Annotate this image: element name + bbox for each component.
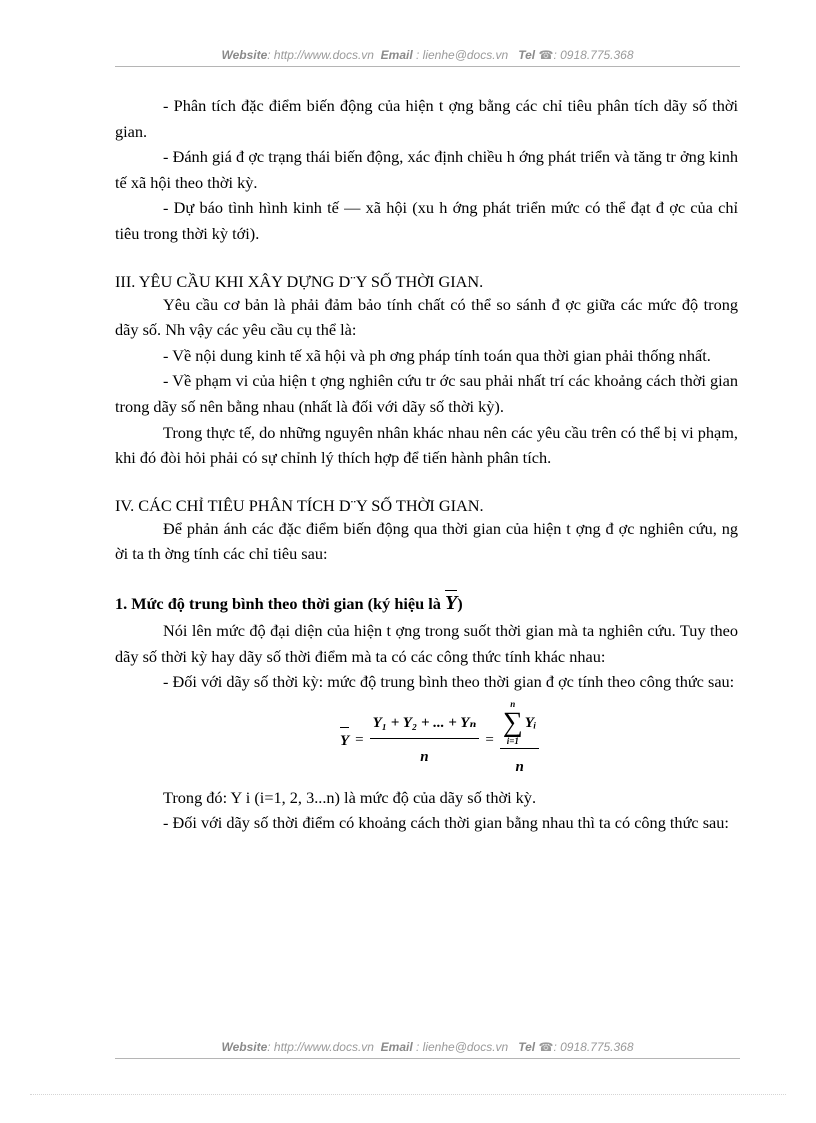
footer-tel-value: : 0918.775.368 [553, 1040, 634, 1054]
paragraph: - Phân tích đặc điểm biến động của hiện t ợng bằng các chỉ tiêu phân tích dãy số thời gian. [115, 96, 738, 141]
footer-tel-label: Tel [518, 1040, 536, 1054]
header-tel-label: Tel [518, 48, 536, 62]
footer-website-label: Website [221, 1040, 268, 1054]
formula-equals: = [355, 731, 364, 748]
paragraph: - Dự báo tình hình kinh tế — xã hội (xu h ớng phát triển mức có thể đạt đ ợc của chỉ tiêu trong thời kỳ tới). [115, 198, 738, 243]
paragraph: Để phản ánh các đặc điểm biến động qua thời gian của hiện t ợng đ ợc nghiên cứu, ng ời ta th ờng tính các chỉ tiêu sau: [115, 518, 738, 564]
footer-email-label: Email [380, 1040, 413, 1054]
formula-fraction-2 [500, 700, 540, 781]
page-bottom-dotted-border [30, 1094, 786, 1095]
footer-website-value[interactable]: : http://www.docs.vn [267, 1040, 374, 1054]
paragraph: - Đánh giá đ ợc trạng thái biến động, xác định chiều h ớng phát triển và tăng tr ởng kinh tế xã hội theo thời kỳ. [115, 147, 738, 192]
paragraph: Nói lên mức độ đại diện của hiện t ợng trong suốt thời gian mà ta nghiên cứu. Tuy theo dãy số thời kỳ hay dãy số thời điểm mà ta có các công thức tính khác nhau: [115, 620, 738, 666]
mean-formula [340, 699, 738, 777]
phone-icon: ☎ [538, 48, 554, 62]
header-divider [115, 66, 740, 67]
sum-lower-limit: i=1 [506, 736, 519, 747]
paragraph: - Về nội dung kinh tế xã hội và ph ơng pháp tính toán qua thời gian phải thống nhất. [163, 345, 711, 365]
y-bar-symbol: Y [445, 591, 458, 614]
fraction-1-denominator: n [420, 749, 429, 766]
formula-equals: = [485, 731, 494, 748]
fraction-2-denominator: n [515, 759, 524, 776]
footer-divider [115, 1058, 740, 1059]
paragraph: Trong đó: Y i (i=1, 2, 3...n) là mức độ của dãy số thời kỳ. [163, 787, 537, 807]
subsection-close: ) [457, 593, 463, 613]
subsection-title: 1. Mức độ trung bình theo thời gian (ký hiệu là [115, 593, 441, 613]
paragraph: - Về phạm vi của hiện t ợng nghiên cứu tr ớc sau phải nhất trí các khoảng cách thời gian trong dãy số nên bằng nhau (nhất là đối với dãy số thời kỳ). [115, 371, 738, 416]
sum-operator [503, 700, 523, 746]
header-email-label: Email [380, 48, 413, 62]
formula-lhs: Y [340, 727, 349, 755]
subsection-heading [115, 589, 738, 618]
header-tel-value: : 0918.775.368 [553, 48, 634, 62]
header-email-value[interactable]: : lienhe@docs.vn [416, 48, 509, 62]
paragraph: Yêu cầu cơ bản là phải đảm bảo tính chất có thể so sánh đ ợc giữa các mức độ trong dãy số. Nh vậy các yêu cầu cụ thể là: [115, 294, 738, 340]
footer-email-value[interactable]: : lienhe@docs.vn [416, 1040, 509, 1054]
page-header [115, 48, 740, 62]
header-website-value[interactable]: : http://www.docs.vn [267, 48, 374, 62]
section-heading: IV. CÁC CHỈ TIÊU PHÂN TÍCH D¨Y SỐ THỜI GIAN. [115, 495, 484, 515]
sum-upper-limit: n [510, 699, 516, 710]
section-heading: III. YÊU CẦU KHI XÂY DỰNG D¨Y SỐ THỜI GIAN. [115, 271, 484, 291]
header-website-label: Website [221, 48, 268, 62]
document-body [115, 93, 738, 836]
sigma-icon: ∑ [502, 707, 523, 739]
phone-icon: ☎ [538, 1040, 554, 1054]
paragraph: - Đối với dãy số thời điểm có khoảng cách thời gian bằng nhau thì ta có công thức sau: [163, 813, 729, 833]
sum-term: Yᵢ [524, 714, 537, 731]
fraction-2-numerator [500, 700, 540, 749]
formula-fraction-1 [370, 711, 480, 771]
paragraph: - Đối với dãy số thời kỳ: mức độ trung bình theo thời gian đ ợc tính theo công thức sau: [163, 672, 735, 692]
fraction-1-numerator: Y₁ + Y₂ + ... + Yₙ [370, 711, 480, 740]
page-footer [115, 1040, 740, 1054]
paragraph: Trong thực tế, do những nguyên nhân khác nhau nên các yêu cầu trên có thể bị vi phạm, khi đó đòi hỏi phải có sự chỉnh lý thích hợp để tiến hành phân tích. [115, 422, 738, 468]
